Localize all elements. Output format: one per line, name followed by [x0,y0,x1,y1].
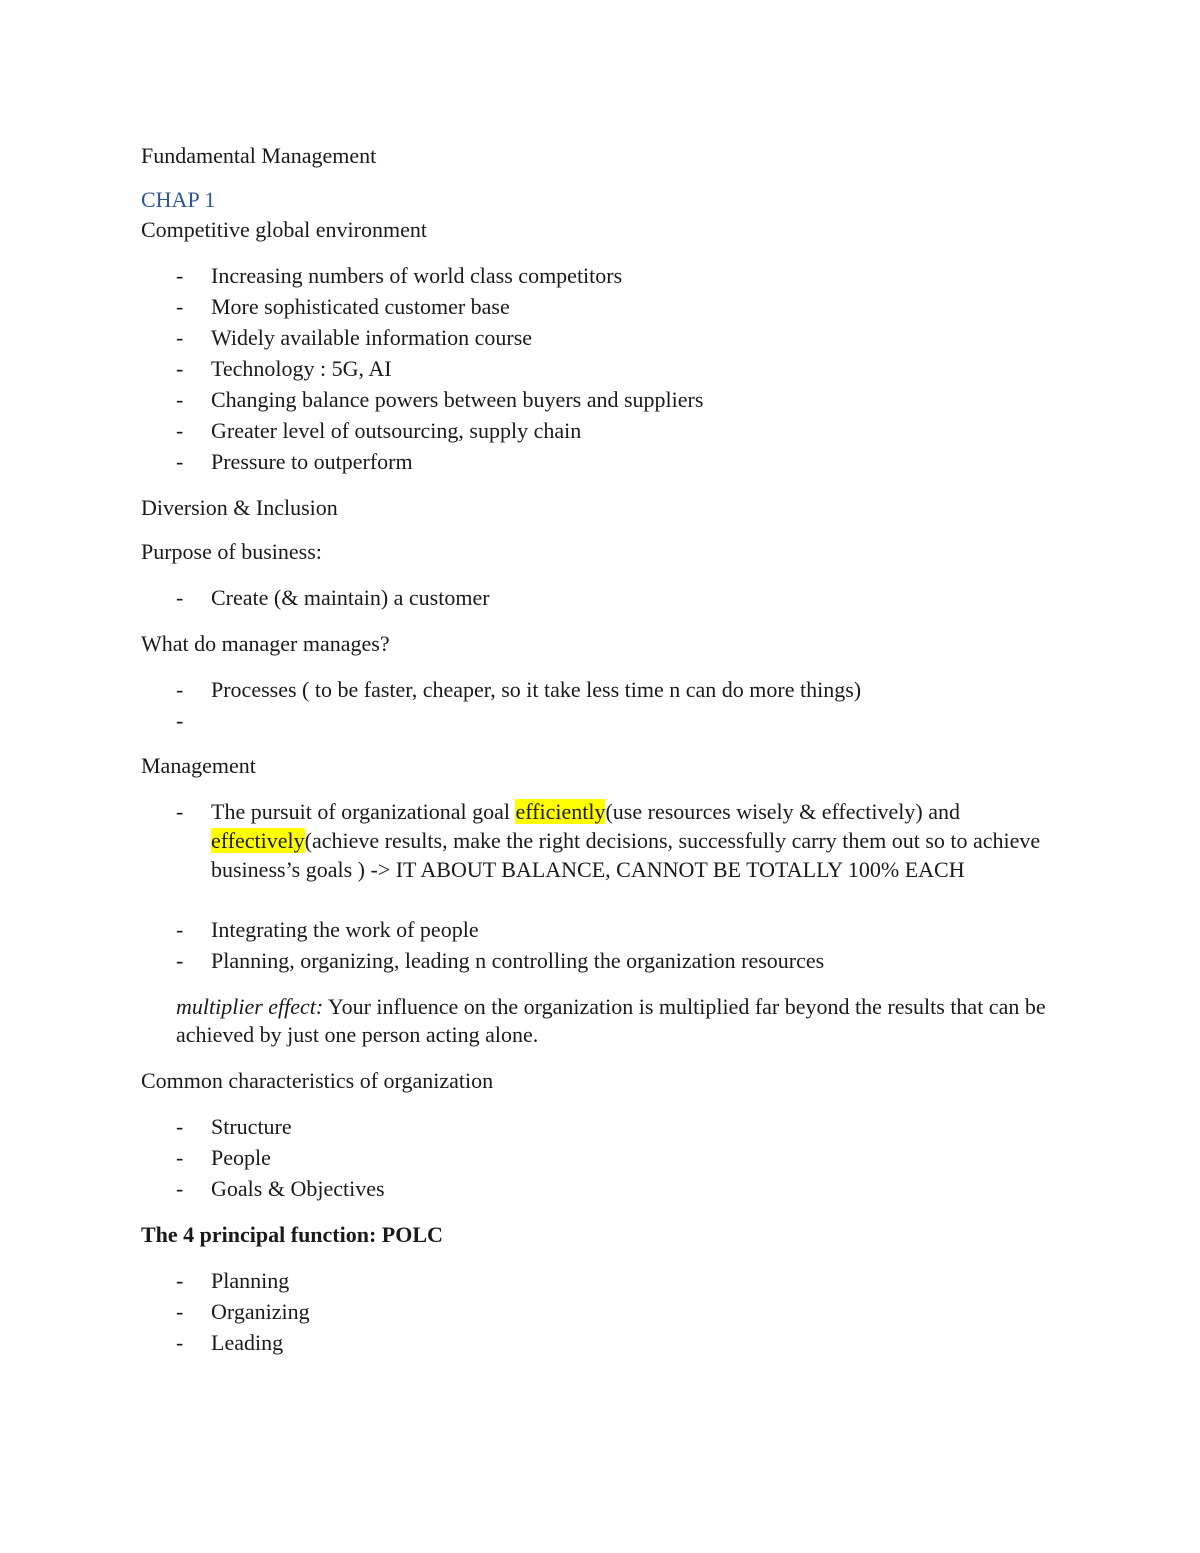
section-heading-polc: The 4 principal function: POLC [141,1222,443,1247]
bullet-dash: - [176,294,184,319]
bullet-dash: - [176,799,184,824]
section-heading-purpose: Purpose of business: [141,539,322,564]
list-item: - Changing balance powers between buyers and suppliers [176,387,704,412]
bullet-dash: - [176,1299,184,1324]
section-heading-diversion: Diversion & Inclusion [141,495,338,520]
list-item: - Goals & Objectives [176,1176,385,1201]
section-heading-manages: What do manager manages? [141,631,390,656]
section-heading-characteristics: Common characteristics of organization [141,1068,494,1093]
list-item: - Planning, organizing, leading n controlling the organization resources [176,948,825,973]
list-item: - People [176,1145,271,1170]
list-item: - Greater level of outsourcing, supply chain [176,418,582,443]
management-list-cont [141,916,824,978]
list-item: - Technology : 5G, AI [176,356,392,381]
chapter-heading: CHAP 1 [141,187,216,212]
document-title: Fundamental Management [141,143,377,168]
multiplier-effect-note: multiplier effect: Your influence on the organization is multiplied far beyond the results that can be achieved by just one person acting alone. [176,994,1046,1047]
list-item: - Organizing [176,1299,310,1324]
characteristics-list [141,1113,385,1206]
bullet-dash: - [176,948,184,973]
bullet-dash: - [176,387,184,412]
bullet-dash: - [176,1114,184,1139]
multiplier-label: multiplier effect: [176,994,324,1019]
bullet-dash: - [176,585,184,610]
bullet-dash: - [176,418,184,443]
bullet-dash: - [176,325,184,350]
list-item: - Pressure to outperform [176,449,413,474]
bullet-dash: - [176,1268,184,1293]
bullet-dash: - [176,917,184,942]
highlight-efficiently: efficiently [515,799,606,824]
bullet-dash: - [176,1145,184,1170]
bullet-dash: - [176,1330,184,1355]
section-heading-competitive: Competitive global environment [141,217,427,242]
bullet-dash: - [176,263,184,288]
list-item: - Increasing numbers of world class competitors [176,263,623,288]
management-list [141,797,1051,884]
list-item: - Widely available information course [176,325,533,350]
list-item: - Processes ( to be faster, cheaper, so it take less time n can do more things) [176,677,862,702]
list-item: - Integrating the work of people [176,917,479,942]
manages-list [141,676,861,738]
list-item: - Planning [176,1268,290,1293]
section-heading-management: Management [141,753,256,778]
list-item: - Leading [176,1330,284,1355]
list-item: - Structure [176,1114,292,1139]
list-item: - The pursuit of organizational goal efficiently(use resources wisely & effectively) and effectively(achieve results, make the right decisions, successfully carry them out so to achieve business’s goals ) -> IT ABOUT BALANCE, CANNOT BE TOTALLY 100% EACH [176,799,1041,882]
bullet-dash: - [176,1176,184,1201]
competitive-list [141,262,703,479]
highlight-effectively: effectively [211,828,305,853]
bullet-dash: - [176,677,184,702]
purpose-list [141,584,490,615]
list-item [141,707,861,738]
list-item: - Create (& maintain) a customer [176,585,490,610]
bullet-dash: - [176,708,184,733]
bullet-dash: - [176,356,184,381]
polc-list [141,1267,310,1360]
bullet-dash: - [176,449,184,474]
list-item: - More sophisticated customer base [176,294,510,319]
